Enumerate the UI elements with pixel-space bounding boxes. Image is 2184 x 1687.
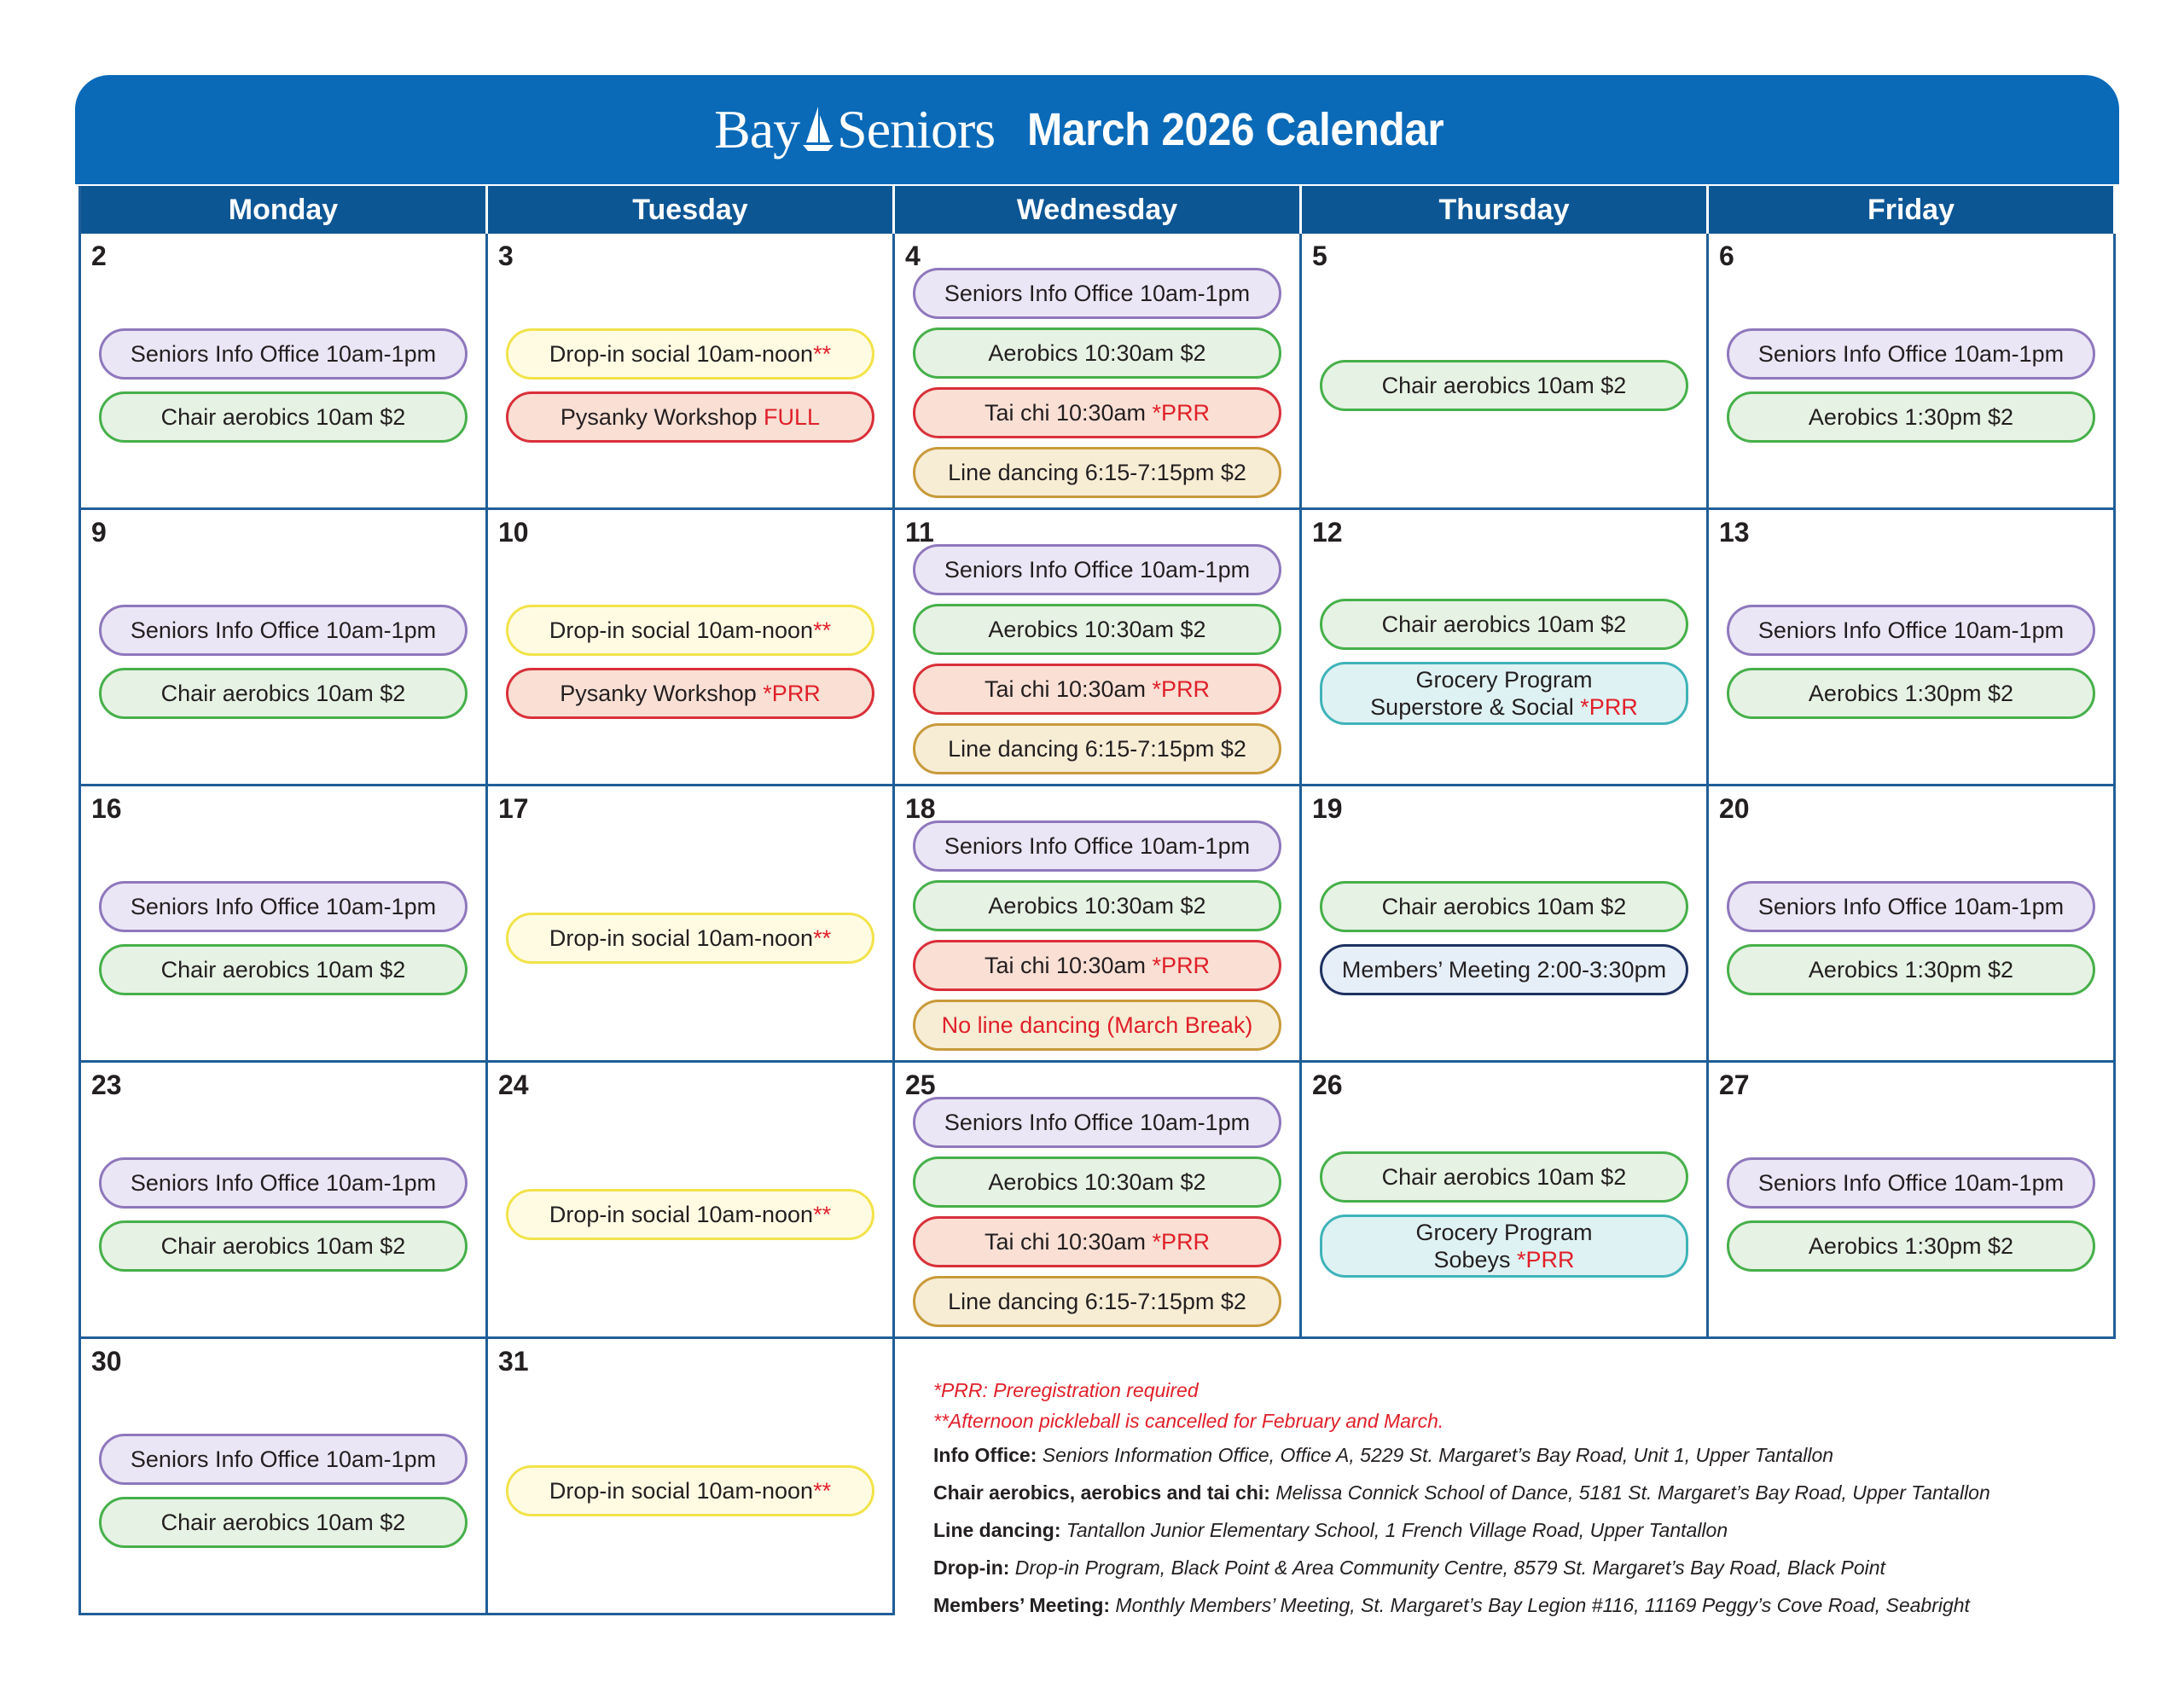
event-pill[interactable] — [1727, 881, 2095, 932]
day-cell — [1709, 234, 2116, 510]
event-pill[interactable] — [1727, 328, 2095, 380]
event-flag: ** — [813, 340, 832, 367]
event-line — [985, 952, 1210, 979]
event-line — [948, 459, 1246, 486]
event-line — [131, 617, 436, 644]
event-line — [549, 340, 831, 368]
event-pill[interactable] — [506, 913, 874, 964]
day-header-wednesday: Wednesday — [895, 186, 1302, 234]
event-text: Chair aerobics 10am $2 — [160, 680, 406, 706]
event-flag: ** — [813, 1477, 832, 1504]
event-list — [895, 1097, 1299, 1326]
event-line — [1382, 372, 1627, 399]
event-text: Tai chi 10:30am — [984, 675, 1153, 702]
location-note — [933, 1586, 2128, 1624]
event-text: Grocery Program — [1415, 666, 1593, 693]
event-line — [1433, 1246, 1574, 1273]
event-text: Members’ Meeting 2:00-3:30pm — [1341, 956, 1667, 983]
location-text: Tantallon Junior Elementary School, 1 French Village Road, Upper Tantallon — [1060, 1519, 1728, 1541]
event-pill[interactable] — [1320, 1215, 1688, 1278]
sailboat-icon — [801, 103, 835, 156]
day-number: 27 — [1719, 1070, 1750, 1100]
event-list — [895, 268, 1299, 497]
day-number: 12 — [1312, 517, 1343, 548]
event-pill[interactable] — [1727, 1157, 2095, 1209]
day-header-monday: Monday — [81, 186, 488, 234]
location-label: Drop-in: — [933, 1557, 1010, 1579]
day-number: 3 — [498, 241, 514, 271]
event-text: Chair aerobics 10am $2 — [160, 1509, 406, 1535]
calendar-header — [75, 75, 2119, 184]
event-line — [549, 617, 831, 644]
event-text: Superstore & Social — [1370, 693, 1581, 720]
event-line — [944, 280, 1250, 307]
location-note — [933, 1511, 2128, 1549]
location-text: Drop-in Program, Black Point & Area Community Centre, 8579 St. Margaret’s Bay Road, Black Point — [1009, 1557, 1885, 1579]
event-pill[interactable] — [913, 664, 1281, 715]
event-line — [161, 403, 406, 431]
event-text: Tai chi 10:30am — [984, 1228, 1153, 1255]
event-text: Seniors Info Office 10am-1pm — [1757, 1169, 2065, 1196]
day-number: 17 — [498, 793, 529, 824]
event-text: Chair aerobics 10am $2 — [160, 403, 406, 430]
event-pill[interactable] — [99, 1157, 468, 1209]
event-line — [1809, 956, 2013, 983]
event-line — [1809, 403, 2013, 431]
event-flag: *PRR — [1152, 1228, 1211, 1255]
day-cell — [1302, 234, 1709, 510]
day-number: 11 — [905, 517, 934, 548]
location-note — [933, 1436, 2128, 1474]
event-text: Sobeys — [1433, 1246, 1518, 1272]
day-cell — [895, 786, 1302, 1063]
event-text: Tai chi 10:30am — [984, 952, 1153, 978]
event-flag: *PRR — [1152, 675, 1211, 702]
event-text: Aerobics 10:30am $2 — [988, 892, 1206, 919]
event-list — [488, 1105, 892, 1323]
day-number: 30 — [91, 1346, 122, 1377]
event-pill[interactable] — [1727, 944, 2095, 995]
event-pill[interactable] — [99, 328, 468, 380]
event-line — [988, 892, 1205, 919]
event-pill[interactable] — [99, 881, 468, 932]
event-list — [1302, 1105, 1706, 1323]
event-line — [988, 616, 1205, 643]
event-list — [1709, 276, 2113, 494]
location-text: Melissa Connick School of Dance, 5181 St. Margaret’s Bay Road, Upper Tantallon — [1269, 1481, 1990, 1504]
day-cell — [1709, 786, 2116, 1063]
location-note — [933, 1474, 2128, 1511]
day-header-friday: Friday — [1709, 186, 2116, 234]
event-list — [1302, 829, 1706, 1046]
event-pill[interactable] — [1727, 605, 2095, 656]
bay-seniors-logo — [714, 98, 995, 161]
event-line — [561, 403, 820, 431]
day-number: 16 — [91, 793, 122, 824]
event-line — [161, 680, 406, 707]
event-list — [1709, 829, 2113, 1046]
day-number: 6 — [1719, 241, 1734, 271]
day-cell — [81, 1339, 488, 1615]
event-pill[interactable] — [913, 820, 1281, 872]
event-line — [1758, 1169, 2064, 1197]
event-text: Grocery Program — [1415, 1219, 1593, 1245]
day-number: 18 — [905, 793, 936, 824]
prr-note: *PRR: Preregistration required — [933, 1379, 1199, 1401]
event-line — [1382, 1163, 1627, 1191]
event-text: Drop-in social 10am-noon — [549, 925, 814, 951]
event-text: Drop-in social 10am-noon — [549, 340, 814, 367]
event-line — [985, 1228, 1210, 1255]
event-line — [985, 399, 1210, 426]
event-pill[interactable] — [1320, 1151, 1688, 1203]
event-pill[interactable] — [1727, 1220, 2095, 1272]
day-cell — [488, 510, 895, 786]
event-line — [1382, 611, 1627, 638]
day-cell — [1709, 1063, 2116, 1339]
event-pill[interactable] — [913, 1157, 1281, 1208]
day-number: 20 — [1719, 793, 1750, 824]
day-cell — [488, 234, 895, 510]
event-pill[interactable] — [1320, 881, 1688, 932]
event-text: Seniors Info Office 10am-1pm — [130, 340, 437, 367]
event-flag: ** — [813, 1201, 832, 1227]
event-flag: *PRR — [1517, 1246, 1575, 1272]
day-number: 23 — [91, 1070, 122, 1100]
event-line — [1370, 693, 1638, 721]
event-pill[interactable] — [99, 1497, 468, 1548]
event-list — [1302, 276, 1706, 494]
event-pill[interactable] — [506, 668, 874, 719]
event-text: Aerobics 1:30pm $2 — [1808, 1232, 2014, 1259]
event-line — [549, 1201, 831, 1228]
day-number: 5 — [1312, 241, 1327, 271]
day-number: 9 — [91, 517, 107, 548]
event-line — [161, 956, 406, 983]
event-pill[interactable] — [99, 668, 468, 719]
event-pill[interactable] — [913, 1216, 1281, 1267]
event-flag: ** — [813, 925, 832, 951]
event-text: Seniors Info Office 10am-1pm — [944, 832, 1251, 859]
event-pill[interactable] — [913, 544, 1281, 595]
location-text: Seniors Information Office, Office A, 5229 St. Margaret’s Bay Road, Unit 1, Upper Tantallon — [1037, 1444, 1834, 1466]
day-cell — [81, 510, 488, 786]
event-list — [81, 553, 485, 770]
event-text: Pysanky Workshop — [560, 403, 764, 430]
event-line — [944, 1109, 1250, 1136]
event-text: Seniors Info Office 10am-1pm — [130, 617, 437, 643]
event-pill[interactable] — [913, 328, 1281, 379]
event-pill[interactable] — [1320, 599, 1688, 650]
event-pill[interactable] — [1727, 668, 2095, 719]
event-text: Seniors Info Office 10am-1pm — [130, 1169, 437, 1196]
day-cell — [488, 1063, 895, 1339]
event-pill[interactable] — [99, 1220, 468, 1272]
event-text: Seniors Info Office 10am-1pm — [130, 893, 437, 919]
event-text: Seniors Info Office 10am-1pm — [1757, 340, 2065, 367]
event-flag: No line dancing (March Break) — [941, 1012, 1253, 1038]
event-list — [1302, 553, 1706, 770]
event-line — [985, 675, 1210, 703]
day-cell — [1302, 1063, 1709, 1339]
day-header-thursday: Thursday — [1302, 186, 1709, 234]
pickleball-note: **Afternoon pickleball is cancelled for February and March. — [933, 1410, 1444, 1432]
event-text: Aerobics 10:30am $2 — [988, 339, 1206, 366]
event-line — [1415, 1219, 1592, 1246]
day-number: 25 — [905, 1070, 936, 1100]
event-list — [488, 276, 892, 494]
day-number: 13 — [1719, 517, 1750, 548]
event-line — [131, 340, 436, 368]
event-list — [488, 829, 892, 1046]
day-cell — [1709, 510, 2116, 786]
event-text: Tai chi 10:30am — [984, 399, 1153, 426]
location-note — [933, 1549, 2128, 1586]
event-line — [1809, 680, 2013, 707]
event-text: Chair aerobics 10am $2 — [1381, 1163, 1627, 1190]
day-cell — [81, 786, 488, 1063]
event-line — [161, 1509, 406, 1536]
event-text: Chair aerobics 10am $2 — [1381, 372, 1627, 398]
event-text: Seniors Info Office 10am-1pm — [944, 1109, 1251, 1135]
event-line — [1758, 340, 2064, 368]
event-flag: ** — [813, 617, 832, 643]
day-cell — [81, 1063, 488, 1339]
location-list — [933, 1436, 2128, 1624]
location-label: Chair aerobics, aerobics and tai chi: — [933, 1481, 1270, 1504]
day-number: 19 — [1312, 793, 1343, 824]
event-pill[interactable] — [913, 723, 1281, 774]
event-text: Seniors Info Office 10am-1pm — [1757, 617, 2065, 643]
event-flag: FULL — [764, 403, 821, 430]
event-pill[interactable] — [1320, 662, 1688, 725]
day-cell — [81, 234, 488, 510]
event-text: Pysanky Workshop — [560, 680, 764, 706]
event-line — [1758, 617, 2064, 644]
event-line — [131, 1169, 436, 1197]
day-number: 31 — [498, 1346, 529, 1377]
day-number: 26 — [1312, 1070, 1343, 1100]
day-number: 2 — [91, 241, 107, 271]
day-number: 24 — [498, 1070, 529, 1100]
event-list — [488, 553, 892, 770]
event-line — [1758, 893, 2064, 920]
event-text: Line dancing 6:15-7:15pm $2 — [948, 1288, 1246, 1314]
event-pill[interactable] — [913, 940, 1281, 991]
event-line — [549, 925, 831, 952]
event-line — [1342, 956, 1666, 983]
event-text: Line dancing 6:15-7:15pm $2 — [948, 459, 1246, 485]
event-line — [944, 556, 1250, 583]
event-list — [895, 820, 1299, 1050]
event-text: Aerobics 1:30pm $2 — [1808, 680, 2014, 706]
event-text: Chair aerobics 10am $2 — [1381, 611, 1627, 637]
event-pill[interactable] — [913, 880, 1281, 931]
event-list — [1709, 1105, 2113, 1323]
event-pill[interactable] — [913, 268, 1281, 319]
day-cell — [488, 1339, 895, 1615]
event-pill[interactable] — [913, 1276, 1281, 1327]
event-list — [81, 829, 485, 1046]
event-list — [488, 1382, 892, 1599]
event-line — [1809, 1232, 2013, 1260]
event-text: Seniors Info Office 10am-1pm — [130, 1446, 437, 1472]
event-pill[interactable] — [506, 328, 874, 380]
event-list — [895, 544, 1299, 774]
event-text: Aerobics 1:30pm $2 — [1808, 403, 2014, 430]
event-flag: *PRR — [1152, 952, 1211, 978]
event-line — [988, 339, 1205, 367]
event-pill[interactable] — [1320, 944, 1688, 995]
event-line — [1382, 893, 1627, 920]
day-header-tuesday: Tuesday — [488, 186, 895, 234]
event-flag: *PRR — [1152, 399, 1211, 426]
location-label: Members’ Meeting: — [933, 1594, 1111, 1616]
event-pill[interactable] — [99, 605, 468, 656]
event-pill[interactable] — [913, 604, 1281, 655]
day-cell — [895, 234, 1302, 510]
location-label: Line dancing: — [933, 1519, 1061, 1541]
location-label: Info Office: — [933, 1444, 1037, 1466]
day-number: 4 — [905, 241, 921, 271]
event-line — [988, 1168, 1205, 1196]
day-cell — [488, 786, 895, 1063]
event-list — [81, 1382, 485, 1599]
event-pill[interactable] — [506, 1465, 874, 1516]
event-pill[interactable] — [1320, 360, 1688, 411]
event-text: Seniors Info Office 10am-1pm — [944, 556, 1251, 583]
event-line — [560, 680, 821, 707]
event-text: Aerobics 10:30am $2 — [988, 616, 1206, 642]
event-pill[interactable] — [99, 391, 468, 443]
event-text: Aerobics 10:30am $2 — [988, 1168, 1206, 1195]
logo-text-bay: Bay — [714, 99, 800, 159]
event-text: Seniors Info Office 10am-1pm — [944, 280, 1251, 306]
event-list — [81, 1105, 485, 1323]
event-pill[interactable] — [913, 1097, 1281, 1148]
event-line — [944, 832, 1250, 860]
event-line — [948, 735, 1246, 762]
event-text: Drop-in social 10am-noon — [549, 1477, 814, 1504]
day-cell — [895, 1063, 1302, 1339]
location-text: Monthly Members’ Meeting, St. Margaret’s Bay Legion #116, 11169 Peggy’s Cove Road, Seabright — [1110, 1594, 1970, 1616]
event-pill[interactable] — [99, 1434, 468, 1485]
event-text: Chair aerobics 10am $2 — [160, 1232, 406, 1259]
event-line — [161, 1232, 406, 1260]
event-flag: *PRR — [763, 680, 821, 706]
event-line — [131, 893, 436, 920]
event-text: Aerobics 1:30pm $2 — [1808, 956, 2014, 983]
event-text: Drop-in social 10am-noon — [549, 617, 814, 643]
event-text: Seniors Info Office 10am-1pm — [1757, 893, 2065, 919]
event-pill[interactable] — [1727, 391, 2095, 443]
event-line — [1415, 666, 1592, 693]
day-cell — [895, 510, 1302, 786]
day-cell — [1302, 786, 1709, 1063]
event-pill[interactable] — [506, 1189, 874, 1240]
event-pill[interactable] — [506, 391, 874, 443]
logo-text-seniors: Seniors — [837, 99, 996, 159]
event-pill[interactable] — [913, 447, 1281, 498]
event-list — [1709, 553, 2113, 770]
event-pill[interactable] — [913, 1000, 1281, 1051]
day-cell — [1302, 510, 1709, 786]
event-pill[interactable] — [913, 387, 1281, 438]
event-list — [81, 276, 485, 494]
event-text: Drop-in social 10am-noon — [549, 1201, 814, 1227]
event-text: Chair aerobics 10am $2 — [160, 956, 406, 983]
event-line — [948, 1288, 1246, 1315]
notes-section — [933, 1375, 2128, 1624]
event-flag: *PRR — [1580, 693, 1638, 720]
event-line — [942, 1012, 1253, 1039]
event-text: Chair aerobics 10am $2 — [1381, 893, 1627, 919]
event-text: Line dancing 6:15-7:15pm $2 — [948, 735, 1246, 762]
event-pill[interactable] — [506, 605, 874, 656]
event-pill[interactable] — [99, 944, 468, 995]
day-number: 10 — [498, 517, 529, 548]
page-title: March 2026 Calendar — [1027, 104, 1444, 155]
event-line — [131, 1446, 436, 1473]
event-line — [549, 1477, 831, 1504]
